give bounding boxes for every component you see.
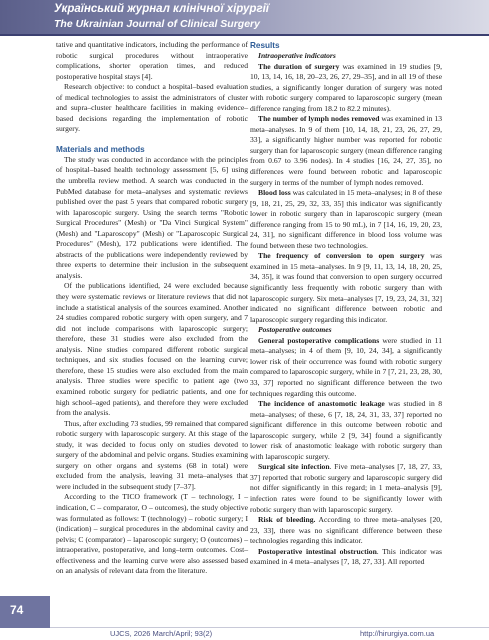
paragraph: tative and quantitative indicators, including the performance of robotic surgical procedures without intraoperative complications, shorter operation times, and reduced postoperative hospital stays [4]. — [56, 40, 248, 81]
paragraph: Blood loss was calculated in 15 meta–analyses; in 8 of these [9, 18, 21, 25, 29, 32, 33, 35] this indicator was significantly lower in robotic surgery than in laparoscopic surgery (mean difference ranging from 15 to 90 mL), in 7 [14, 16, 19, 20, 23, 24, 31], no significant difference in blood loss volume was found between these two technologies. — [250, 188, 442, 250]
subheading-intraoperative: Intraoperative indicators — [258, 51, 336, 60]
section-heading-methods: Materials and methods — [56, 144, 145, 154]
paragraph: The number of lymph nodes removed was examined in 13 meta–analyses. In 9 of them [10, 14, 18, 21, 23, 26, 27, 29, 33], a significantly higher number was reported for robotic surgery than for laparoscopic surgery (mean difference ranging from 0.67 to 3.96 nodes). In 4 studies [16, 24, 27, 35], no differences were found between robotic and laparoscopic surgery in terms of the number of lymph nodes removed. — [250, 114, 442, 187]
journal-header — [0, 0, 489, 36]
paragraph: General postoperative complications were studied in 11 meta–analyses; in 4 of them [9, 10, 24, 34], a significantly lower risk of their occurrence was found with robotic surgery compared to laparoscopic surgery, while in 7 [7, 21, 23, 28, 30, 33, 37] reported no significant difference between the two techniques regarding this outcome. — [250, 335, 442, 398]
page-number-box — [0, 596, 50, 628]
header-divider — [0, 34, 489, 36]
page-footer — [0, 596, 489, 640]
section-heading-results: Results — [250, 41, 280, 50]
paragraph: Research objective: to conduct a hospital–based evaluation of medical technologies to assist the administrators of cluster and supra–cluster healthcare facilities in making evidence–based decisions regarding the implementation of robotic surgery. — [56, 82, 248, 134]
journal-title-en: The Ukrainian Journal of Clinical Surgery — [54, 18, 260, 30]
right-column — [250, 40, 442, 568]
paragraph: Risk of bleeding. According to three meta–analyses [20, 23, 33], there was no significant difference between these technologies regarding this indicator. — [250, 515, 442, 546]
footer-url[interactable]: http://hirurgiya.com.ua — [360, 629, 435, 638]
paragraph: The frequency of conversion to open surgery was examined in 15 meta–analyses. In 9 [9, 11, 13, 14, 18, 20, 25, 34, 35], it was found that conversion to open surgery occurred significantly less frequently with robotic surgery than with laparoscopic surgery. Six meta–analyses [7, 19, 23, 24, 31, 32] indicated no significant difference between robotic and laparoscopic surgery regarding this indicator. — [250, 251, 442, 324]
paragraph: Thus, after excluding 73 studies, 99 remained that compared robotic surgery with laparoscopic surgery. At this stage of the study, it was decided to focus only on studies devoted to surgery of the abdominal and pelvic organs. Studies examining surgery on other organs and systems (68 in total) were excluded from the analysis, leaving 31 meta–analyses that were included in the subsequent study [7–37]. — [56, 418, 248, 491]
paragraph: The incidence of anastomotic leakage was studied in 8 meta–analyses; of these, 6 [7, 18, 24, 31, 33, 37] reported no significant difference in this outcome between robotic and laparoscopic surgery, while 2 [9, 34] found a significantly lower risk of anastomotic leakage with robotic surgery than with laparoscopic surgery. — [250, 399, 442, 461]
journal-title-ua: Український журнал клінічної хірургії — [54, 3, 269, 15]
paragraph: Postoperative intestinal obstruction. This indicator was examined in 4 meta–analyses [7, 18, 27, 33]. All reported — [250, 546, 442, 567]
paragraph: The duration of surgery was examined in 19 studies [9, 10, 13, 14, 16, 18, 20–23, 26, 27, 29–35], and in all 19 of these studies, a significantly longer duration of surgery was noted with robotic surgery compared to laparoscopic surgery (mean difference ranging from 18.2 to 82.2 minutes). — [250, 61, 442, 113]
page-number: 74 — [10, 603, 24, 617]
paragraph: According to the TICO framework (T – technology, I – indication, C – comparator, O – outcomes), the study objective was formulated as follows: T (technology) – robotic surgery; I (indication) – surgical procedures in the abdominal cavity and pelvis; C (comparator) – laparoscopic surgery; O (outcomes) – intraoperative, postoperative, and long–term outcomes. Cost–effectiveness and the learning curve were also assessed based on an analysis of relevant data from the literature. — [56, 492, 248, 576]
left-column — [56, 40, 248, 577]
footer-citation: UJCS, 2026 March/April; 93(2) — [110, 629, 213, 638]
subheading-postoperative: Postoperative outcomes — [258, 325, 332, 335]
footer-divider — [50, 627, 489, 628]
paragraph: The study was conducted in accordance with the principles of hospital–based health technology assessment [5, 6] using the umbrella review method. A search was conducted in the PubMed database for meta–analyses and systematic reviews published over the past 5 years that compared robotic surgery with laparoscopic surgery. Using the search terms "Robotic Surgical Procedures" (Mesh) or "Da Vinci Surgical System" (Mesh) and "Laparoscopy" (Mesh) or "Laparoscopic Surgical Procedures" (Mesh), 172 publications were identified. The abstracts of the publications were independently reviewed by three experts to determine their inclusion in the subsequent analysis. — [56, 154, 248, 280]
paragraph: Of the publications identified, 24 were excluded because they were systematic reviews or literature reviews that did not include a statistical analysis of the sources examined. Another 24 studies compared robotic surgery with open surgery, and 7 did not include comparisons with laparoscopic surgery; therefore, these 31 studies were also excluded from the analysis. Nine studies compared different robotic surgical techniques, and six studies focused on the learning curve; therefore, these 15 studies were also excluded from the main analysis. Three studies were specific to patient age (two examined robotic surgery for pediatric patients, and one for high school–aged patients), and therefore they were excluded from the analysis. — [56, 281, 248, 418]
paragraph: Surgical site infection. Five meta–analyses [7, 18, 27, 33, 37] reported that robotic surgery and laparoscopic surgery did not differ significantly in this regard; in 1 meta–analysis [9], infection rates were found to be significantly lower with robotic surgery than with laparoscopic surgery. — [250, 462, 442, 514]
